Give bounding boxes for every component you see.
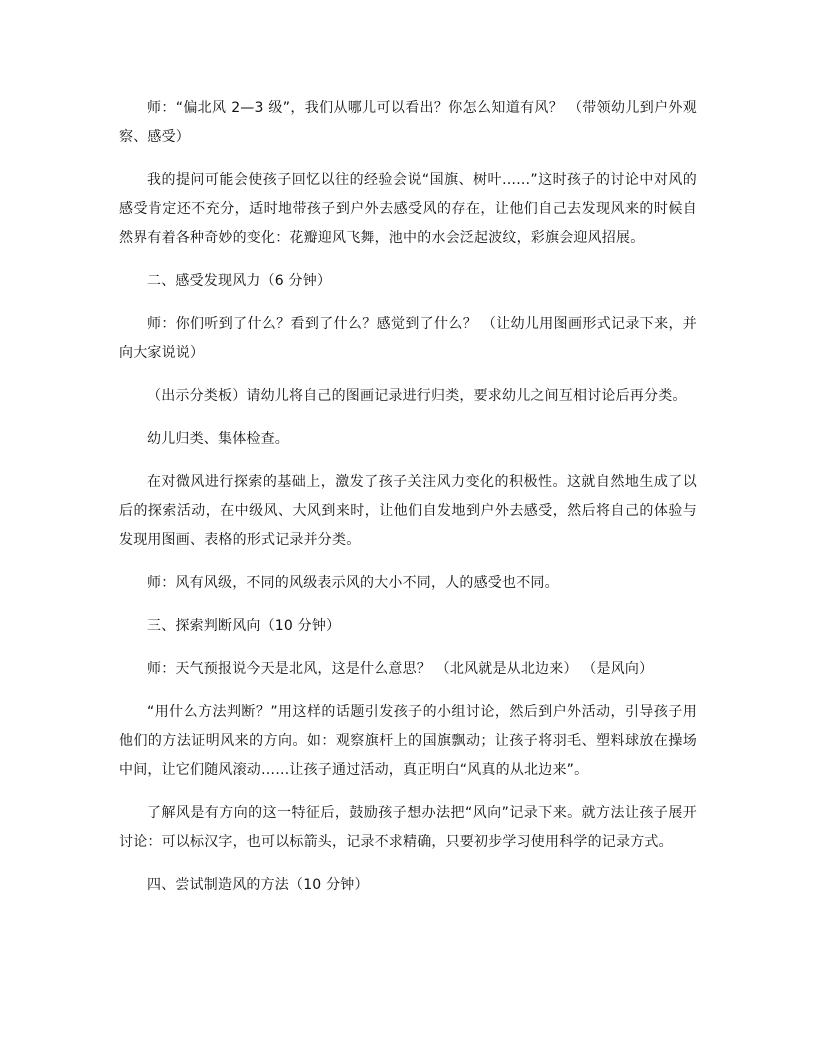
paragraph-reflection-wind-force: 在对微风进行探索的基础上，激发了孩子关注风力变化的积极性。这就自然地生成了以后的探索活动，在中级风、大风到来时，让他们自发地到户外去感受，然后将自己的体验与发现用图画、表格的形式记录并分类。 — [119, 474, 697, 548]
section-heading-2: 二、感受发现风力（6 分钟） — [147, 273, 332, 289]
section-heading-3: 三、探索判断风向（10 分钟） — [147, 618, 341, 634]
paragraph-teacher-north-wind: 师：天气预报说今天是北风，这是什么意思？ （北风就是从北边来） （是风向） — [147, 661, 654, 677]
paragraph-group-check: 幼儿归类、集体检查。 — [147, 431, 289, 447]
section-heading-4: 四、尝试制造风的方法（10 分钟） — [147, 877, 369, 893]
paragraph-classification-board: （出示分类板）请幼儿将自己的图画记录进行归类，要求幼儿之间互相讨论后再分类。 — [147, 388, 687, 404]
paragraph-record-direction: 了解风是有方向的这一特征后，鼓励孩子想办法把“风向”记录下来。就方法让孩子展开讨论：可以标汉字，也可以标箭头，记录不求精确，只要初步学习使用科学的记录方式。 — [119, 805, 697, 850]
paragraph-method-discussion: “用什么方法判断？”用这样的话题引发孩子的小组讨论，然后到户外活动，引导孩子用他们的方法证明风来的方向。如：观察旗杆上的国旗飘动；让孩子将羽毛、塑料球放在操场中间，让它们随风滚动……让孩子通过活动，真正明白“风真的从北边来”。 — [119, 704, 697, 778]
paragraph-teacher-question-senses: 师：你们听到了什么？看到了什么？感觉到了什么？ （让幼儿用图画形式记录下来，并向大家说说） — [119, 316, 697, 361]
paragraph-reflection-outdoor: 我的提问可能会使孩子回忆以往的经验会说“国旗、树叶……”这时孩子的讨论中对风的感受肯定还不充分，适时地带孩子到户外去感受风的存在，让他们自己去发现风来的时候自然界有着各种奇妙的变化：花瓣迎风飞舞，池中的水会泛起波纹，彩旗会迎风招展。 — [119, 172, 697, 246]
paragraph-teacher-wind-levels: 师：风有风级，不同的风级表示风的大小不同，人的感受也不同。 — [147, 575, 559, 591]
paragraph-teacher-question-wind-direction: 师：“偏北风 2—3 级”，我们从哪儿可以看出？你怎么知道有风？ （带领幼儿到户外观察、感受） — [119, 100, 697, 145]
document-page — [119, 94, 697, 914]
